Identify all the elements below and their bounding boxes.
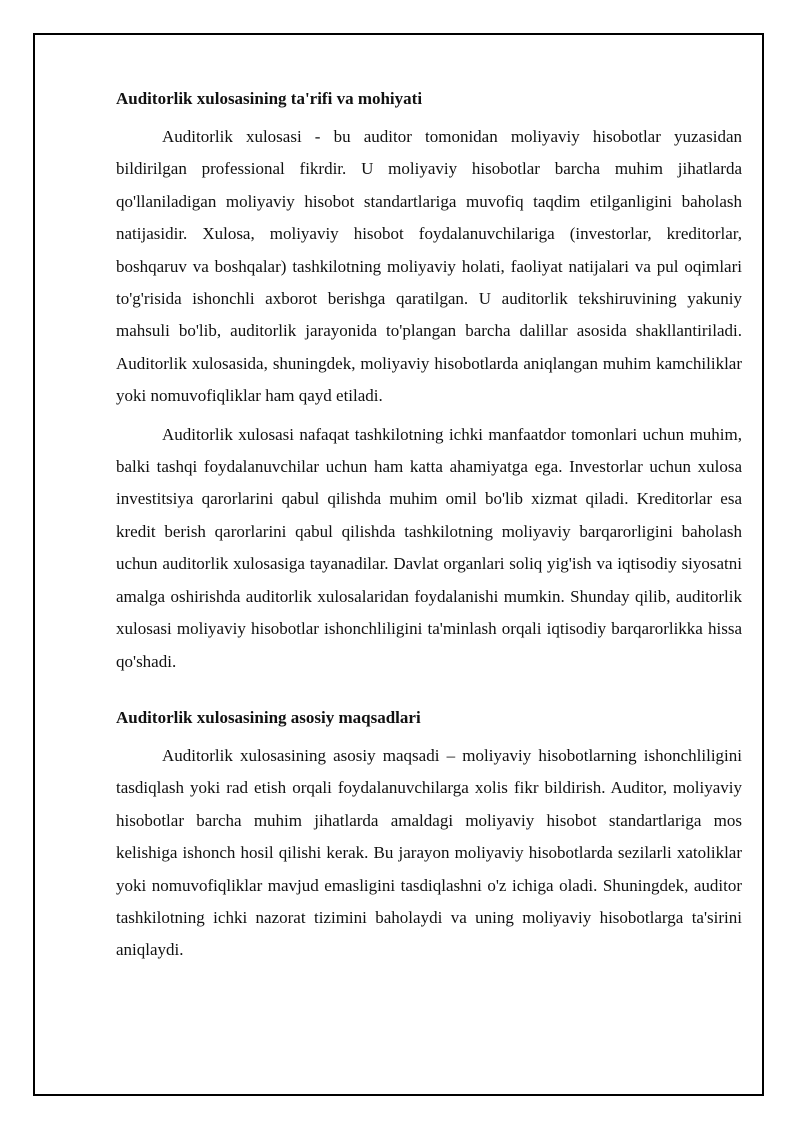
paragraph: Auditorlik xulosasi - bu auditor tomonidan moliyaviy hisobotlar yuzasidan bildirilgan professional fikrdir. U moliyaviy hisobotlar barcha muhim jihatlarda qo'llaniladigan moliyaviy hisobot standartlariga muvofiq taqdim etilganligini baholash natijasidir. Xulosa, moliyaviy hisobot foydalanuvchilariga (investorlar, kreditorlar, boshqaruv va boshqalar) tashkilotning moliyaviy holati, faoliyat natijalari va pul oqimlari to'g'risida ishonchli axborot berishga qaratilgan. U auditorlik tekshiruvining yakuniy mahsuli bo'lib, auditorlik jarayonida to'plangan barcha dalillar asosida shakllantiriladi. Auditorlik xulosasida, shuningdek, moliyaviy hisobotlarda aniqlangan muhim kamchiliklar yoki nomuvofiqliklar ham qayd etiladi.	[116, 127, 742, 406]
section-definition	[116, 87, 742, 678]
section-heading: Auditorlik xulosasining asosiy maqsadlari	[116, 707, 421, 727]
paragraph: Auditorlik xulosasining asosiy maqsadi – moliyaviy hisobotlarning ishonchliligini tasdiqlash yoki rad etish orqali foydalanuvchilarga xolis fikr bildirish. Auditor, moliyaviy hisobotlar barcha muhim jihatlarda amaldagi moliyaviy hisobot standartlariga mos kelishiga ishonch hosil qilishi kerak. Bu jarayon moliyaviy hisobotlarda sezilarli xatoliklar yoki nomuvofiqliklar mavjud emasligini tasdiqlashni o'z ichiga oladi. Shuningdek, auditor tashkilotning ichki nazorat tizimini baholaydi va uning moliyaviy hisobotlarga ta'sirini aniqlaydi.	[116, 745, 742, 960]
document-body	[116, 87, 742, 973]
paragraph: Auditorlik xulosasi nafaqat tashkilotning ichki manfaatdor tomonlari uchun muhim, balki tashqi foydalanuvchilar uchun ham katta ahamiyatga ega. Investorlar uchun xulosa investitsiya qarorlarini qabul qilishda muhim omil bo'lib xizmat qiladi. Kreditorlar esa kredit berish qarorlarini qabul qilishda tashkilotning moliyaviy barqarorligini baholash uchun auditorlik xulosasiga tayanadilar. Davlat organlari soliq yig'ish va iqtisodiy siyosatni amalga oshirishda auditorlik xulosalaridan foydalanishi mumkin. Shunday qilib, auditorlik xulosasi moliyaviy hisobotlar ishonchliligini ta'minlash orqali iqtisodiy barqarorlikka hissa qo'shadi.	[116, 424, 742, 671]
section-heading: Auditorlik xulosasining ta'rifi va mohiyati	[116, 89, 423, 108]
section-goals	[116, 706, 742, 967]
